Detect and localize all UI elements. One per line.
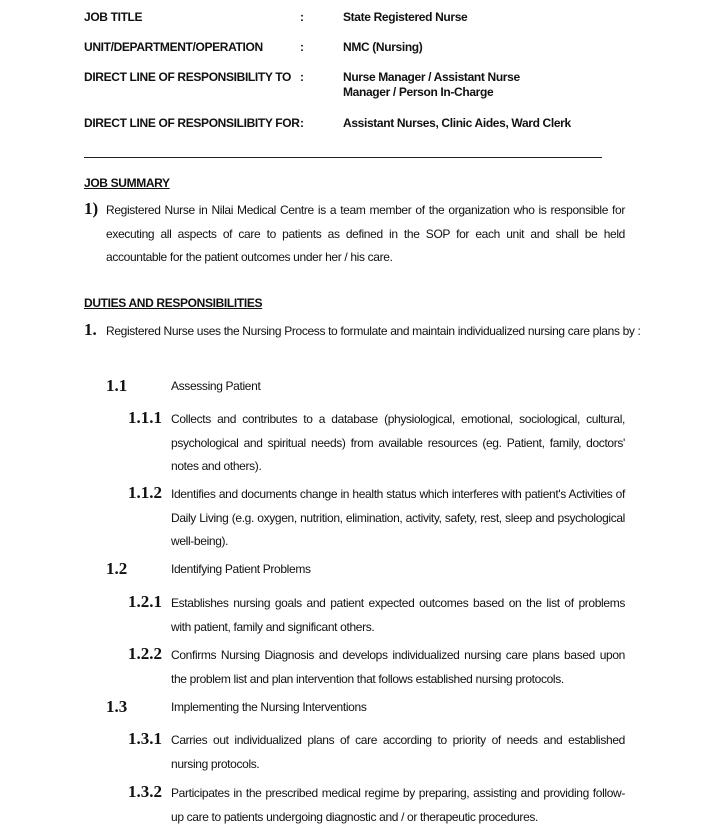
field-label-responsibility-for: DIRECT LINE OF RESPONSILIBITY FOR (84, 116, 300, 130)
field-colon: : (300, 10, 304, 24)
subsection-number: 1.3.2 (128, 782, 162, 801)
section-title: Implementing the Nursing Interventions (171, 700, 367, 714)
field-value-responsibility-to-line2: Manager / Person In-Charge (343, 85, 494, 99)
subsection-text: Collects and contributes to a database (physiological, emotional, sociological, cultural, psychological and spiritual needs) from available resources (eg. Patient, family, doctors' notes and others). (171, 412, 625, 473)
field-colon: : (300, 116, 304, 130)
field-colon: : (300, 40, 304, 54)
subsection-text: Carries out individualized plans of care according to priority of needs and established nursing protocols. (171, 733, 625, 771)
job-summary-number: 1) (84, 199, 99, 218)
subsection-text: Confirms Nursing Diagnosis and develops individualized nursing care plans based upon the problem list and plan intervention that follows established nursing protocols. (171, 648, 625, 686)
subsection-text: Identifies and documents change in health status which interferes with patient's Activities of Daily Living (e.g. oxygen, nutrition, elimination, activity, safety, rest, sleep and psychological well-being). (171, 487, 625, 548)
section-title: Identifying Patient Problems (171, 562, 311, 576)
field-value-unit: NMC (Nursing) (343, 40, 423, 54)
subsection-number: 1.2.1 (128, 592, 162, 611)
field-value-responsibility-for: Assistant Nurses, Clinic Aides, Ward Clerk (343, 116, 571, 130)
field-value-job-title: State Registered Nurse (343, 10, 468, 24)
subsection-number: 1.3.1 (128, 729, 162, 748)
subsection-number: 1.1.2 (128, 483, 162, 502)
job-summary-heading: JOB SUMMARY (84, 176, 170, 190)
field-label-job-title: JOB TITLE (84, 10, 143, 24)
subsection-text: Participates in the prescribed medical regime by preparing, assisting and providing follow-up care to patients undergoing diagnostic and / or therapeutic procedures. (171, 786, 625, 824)
duties-heading: DUTIES AND RESPONSIBILITIES (84, 296, 263, 310)
field-value-responsibility-to-line1: Nurse Manager / Assistant Nurse (343, 70, 520, 84)
subsection-number: 1.1.1 (128, 408, 162, 427)
section-number: 1.1 (106, 376, 128, 395)
field-label-unit: UNIT/DEPARTMENT/OPERATION (84, 40, 263, 54)
section-number: 1.2 (106, 559, 128, 578)
horizontal-rule (84, 157, 602, 158)
field-label-responsibility-to: DIRECT LINE OF RESPONSIBILITY TO (84, 70, 292, 84)
subsection-text: Establishes nursing goals and patient expected outcomes based on the list of problems with patient, family and significant others. (171, 596, 625, 634)
section-title: Assessing Patient (171, 379, 261, 393)
subsection-number: 1.2.2 (128, 644, 162, 663)
field-colon: : (300, 70, 304, 84)
duty-item-number: 1. (84, 320, 97, 339)
job-summary-text: Registered Nurse in Nilai Medical Centre is a team member of the organization who is responsible for executing all aspects of care to patients as defined in the SOP for each unit and shall be held accountable for the patient outcomes under her / his care. (106, 203, 625, 264)
duty-item-text: Registered Nurse uses the Nursing Process to formulate and maintain individualized nursing care plans by : (106, 324, 641, 338)
section-number: 1.3 (106, 697, 128, 716)
